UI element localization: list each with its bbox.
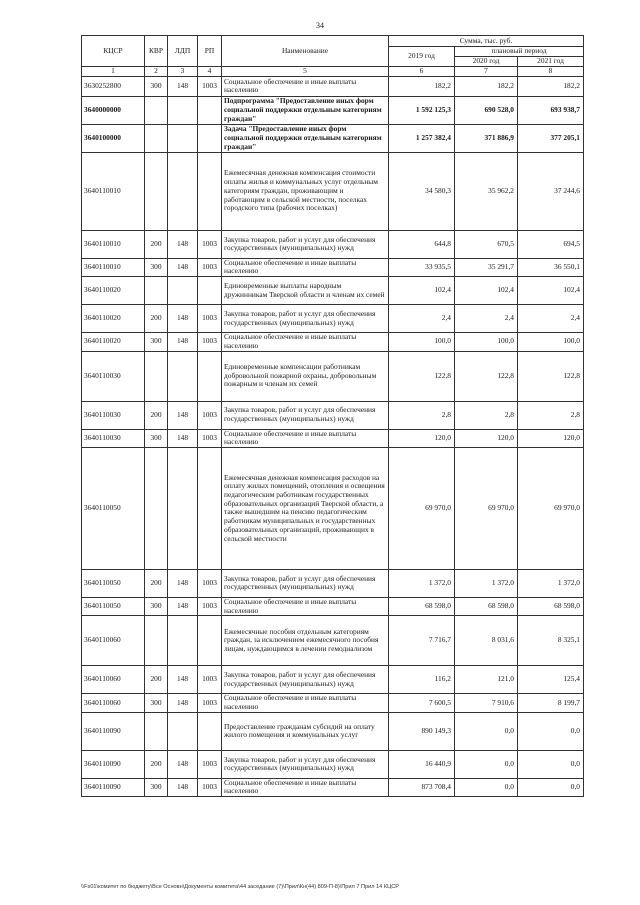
cell-name: Ежемесячные пособия отдельным категориям граждан, за исключением ежемесячного пособия лицам, нуждающимся в лечении гемодиализом [222, 616, 389, 666]
cell-ldp [168, 277, 198, 305]
cell-2019: 69 970,0 [389, 447, 455, 569]
cell-kvr: 300 [145, 597, 168, 615]
cell-kcsr: 3640110060 [82, 666, 145, 694]
cell-kcsr: 3640110050 [82, 597, 145, 615]
cell-name: Социальное обеспечение и иные выплаты населению [222, 694, 389, 712]
cell-kvr: 200 [145, 666, 168, 694]
cell-2019: 644,8 [389, 230, 455, 258]
cell-name: Задача "Предоставление иных форм социальной поддержки отдельным категориям граждан" [222, 124, 389, 152]
cell-name: Закупка товаров, работ и услуг для обеспечения государственных (муниципальных) нужд [222, 401, 389, 429]
table-row [82, 429, 584, 447]
cell-rp: 1003 [198, 666, 222, 694]
page-number: 34 [316, 21, 324, 30]
cell-rp: 1003 [198, 597, 222, 615]
cell-2019: 102,4 [389, 277, 455, 305]
cell-name: Закупка товаров, работ и услуг для обеспечения государственных (муниципальных) нужд [222, 750, 389, 778]
budget-table [81, 35, 584, 797]
cell-kvr: 200 [145, 401, 168, 429]
cell-2020: 102,4 [455, 277, 518, 305]
cell-kcsr: 3640110030 [82, 401, 145, 429]
cell-kcsr: 3640110030 [82, 351, 145, 401]
cell-name: Ежемесячная денежная компенсация стоимости оплаты жилья и коммунальных услуг отдельным категориям граждан, проживающим и работающим в сельской местности, поселках городского типа (рабочих поселках) [222, 152, 389, 230]
cell-2021: 0,0 [518, 750, 584, 778]
header-year-2019: 2019 год [389, 47, 455, 67]
cell-kcsr: 3640110010 [82, 230, 145, 258]
table-row [82, 712, 584, 750]
cell-name: Социальное обеспечение и иные выплаты населению [222, 778, 389, 796]
table-row [82, 447, 584, 569]
cell-name: Закупка товаров, работ и услуг для обеспечения государственных (муниципальных) нужд [222, 305, 389, 333]
cell-kvr: 200 [145, 305, 168, 333]
cell-ldp [168, 447, 198, 569]
cell-kcsr: 3640110090 [82, 778, 145, 796]
cell-2020: 121,0 [455, 666, 518, 694]
cell-2021: 37 244,6 [518, 152, 584, 230]
cell-2020: 8 031,6 [455, 616, 518, 666]
table-row [82, 152, 584, 230]
cell-kcsr: 3640110010 [82, 152, 145, 230]
table-row [82, 351, 584, 401]
cell-2021: 694,5 [518, 230, 584, 258]
cell-2020: 35 962,2 [455, 152, 518, 230]
table-row [82, 305, 584, 333]
cell-kvr: 300 [145, 333, 168, 351]
cell-2020: 35 291,7 [455, 258, 518, 276]
cell-ldp: 148 [168, 694, 198, 712]
cell-rp: 1003 [198, 230, 222, 258]
cell-name: Закупка товаров, работ и услуг для обеспечения государственных (муниципальных) нужд [222, 569, 389, 597]
cell-ldp [168, 616, 198, 666]
cell-kcsr: 3640110060 [82, 694, 145, 712]
cell-2021: 102,4 [518, 277, 584, 305]
header-ldp: ЛДП [168, 36, 198, 67]
table-row [82, 666, 584, 694]
cell-2021: 0,0 [518, 712, 584, 750]
cell-name: Ежемесячная денежная компенсация расходов на оплату жилых помещений, отопления и освещения педагогическим работникам государственных образовательных организаций Тверской области, а также вышедшим на пенсию педагогическим работникам муниципальных и государственных образовательных организаций, проживающих в сельской местности [222, 447, 389, 569]
cell-2020: 69 970,0 [455, 447, 518, 569]
cell-2021: 1 372,0 [518, 569, 584, 597]
cell-2019: 182,2 [389, 76, 455, 96]
table-row [82, 597, 584, 615]
cell-kcsr: 3640110050 [82, 569, 145, 597]
cell-kcsr: 3640100000 [82, 124, 145, 152]
cell-2021: 8 199,7 [518, 694, 584, 712]
cell-name: Социальное обеспечение и иные выплаты населению [222, 258, 389, 276]
header-num-6: 6 [389, 67, 455, 77]
cell-2020: 690 528,0 [455, 96, 518, 124]
table-row [82, 750, 584, 778]
cell-name: Социальное обеспечение и иные выплаты населению [222, 597, 389, 615]
cell-ldp: 148 [168, 597, 198, 615]
cell-kcsr: 3640000000 [82, 96, 145, 124]
cell-rp: 1003 [198, 778, 222, 796]
cell-2020: 68 598,0 [455, 597, 518, 615]
table-row [82, 124, 584, 152]
cell-ldp [168, 351, 198, 401]
cell-2021: 120,0 [518, 429, 584, 447]
header-num-5: 5 [222, 67, 389, 77]
cell-kcsr: 3640110020 [82, 305, 145, 333]
cell-2021: 693 938,7 [518, 96, 584, 124]
cell-ldp: 148 [168, 778, 198, 796]
table-row [82, 96, 584, 124]
cell-ldp [168, 96, 198, 124]
header-num-4: 4 [198, 67, 222, 77]
cell-kcsr: 3640110020 [82, 277, 145, 305]
cell-ldp [168, 712, 198, 750]
cell-ldp [168, 152, 198, 230]
table-row [82, 401, 584, 429]
cell-kvr: 300 [145, 694, 168, 712]
cell-name: Социальное обеспечение и иные выплаты населению [222, 76, 389, 96]
cell-2019: 68 598,0 [389, 597, 455, 615]
cell-rp: 1003 [198, 569, 222, 597]
cell-name: Закупка товаров, работ и услуг для обеспечения государственных (муниципальных) нужд [222, 230, 389, 258]
cell-2021: 69 970,0 [518, 447, 584, 569]
table-row [82, 616, 584, 666]
cell-kcsr: 3640110030 [82, 429, 145, 447]
table-row [82, 258, 584, 276]
cell-kvr: 200 [145, 569, 168, 597]
cell-kvr [145, 277, 168, 305]
cell-2019: 1 592 125,3 [389, 96, 455, 124]
header-num-8: 8 [518, 67, 584, 77]
cell-2020: 122,8 [455, 351, 518, 401]
cell-2021: 0,0 [518, 778, 584, 796]
table-row [82, 230, 584, 258]
cell-2019: 33 935,5 [389, 258, 455, 276]
table-row [82, 778, 584, 796]
cell-name: Закупка товаров, работ и услуг для обеспечения государственных (муниципальных) нужд [222, 666, 389, 694]
cell-rp [198, 152, 222, 230]
cell-rp: 1003 [198, 76, 222, 96]
cell-rp [198, 447, 222, 569]
cell-2020: 1 372,0 [455, 569, 518, 597]
cell-rp: 1003 [198, 333, 222, 351]
cell-kcsr: 3640110090 [82, 750, 145, 778]
cell-2019: 122,8 [389, 351, 455, 401]
cell-2019: 7 600,5 [389, 694, 455, 712]
cell-2019: 1 257 382,4 [389, 124, 455, 152]
cell-2020: 0,0 [455, 712, 518, 750]
cell-2019: 1 372,0 [389, 569, 455, 597]
cell-2021: 68 598,0 [518, 597, 584, 615]
cell-2020: 2,8 [455, 401, 518, 429]
cell-name: Единовременные компенсации работникам добровольной пожарной охраны, добровольным пожарным и членам их семей [222, 351, 389, 401]
cell-2020: 670,5 [455, 230, 518, 258]
cell-2019: 2,4 [389, 305, 455, 333]
cell-kvr: 200 [145, 750, 168, 778]
cell-2019: 100,0 [389, 333, 455, 351]
cell-kvr [145, 447, 168, 569]
cell-rp [198, 124, 222, 152]
cell-ldp: 148 [168, 258, 198, 276]
table-row [82, 569, 584, 597]
cell-kcsr: 3640110050 [82, 447, 145, 569]
table-row [82, 76, 584, 96]
cell-kvr [145, 124, 168, 152]
header-kvr: КВР [145, 36, 168, 67]
table-body [82, 76, 584, 796]
cell-kvr [145, 616, 168, 666]
table-row [82, 333, 584, 351]
cell-kvr [145, 712, 168, 750]
cell-ldp: 148 [168, 230, 198, 258]
cell-2020: 7 910,6 [455, 694, 518, 712]
cell-2021: 100,0 [518, 333, 584, 351]
cell-ldp: 148 [168, 333, 198, 351]
cell-name: Социальное обеспечение и иные выплаты населению [222, 333, 389, 351]
cell-2021: 2,8 [518, 401, 584, 429]
cell-name: Социальное обеспечение и иные выплаты населению [222, 429, 389, 447]
cell-kvr [145, 96, 168, 124]
cell-rp [198, 351, 222, 401]
cell-kvr: 200 [145, 230, 168, 258]
header-year-2021: 2021 год [518, 57, 584, 67]
cell-name: Подпрограмма "Предоставление иных форм социальной поддержки отдельным категориям граждан" [222, 96, 389, 124]
cell-2020: 120,0 [455, 429, 518, 447]
cell-kvr: 300 [145, 778, 168, 796]
cell-2019: 120,0 [389, 429, 455, 447]
header-year-2020: 2020 год [455, 57, 518, 67]
cell-ldp: 148 [168, 305, 198, 333]
cell-2019: 890 149,3 [389, 712, 455, 750]
cell-rp: 1003 [198, 429, 222, 447]
cell-2021: 8 325,1 [518, 616, 584, 666]
cell-rp [198, 96, 222, 124]
header-planned-period: плановый период [455, 47, 584, 57]
cell-2021: 36 550,1 [518, 258, 584, 276]
header-name: Наименование [222, 36, 389, 67]
cell-2019: 16 440,9 [389, 750, 455, 778]
cell-2019: 34 580,3 [389, 152, 455, 230]
cell-2020: 2,4 [455, 305, 518, 333]
header-num-1: 1 [82, 67, 145, 77]
table-row [82, 694, 584, 712]
cell-2019: 873 708,4 [389, 778, 455, 796]
header-rp: РП [198, 36, 222, 67]
cell-kcsr: 3640110060 [82, 616, 145, 666]
cell-rp: 1003 [198, 750, 222, 778]
cell-kcsr: 3640110090 [82, 712, 145, 750]
cell-kvr [145, 351, 168, 401]
table-header [82, 36, 584, 77]
cell-ldp: 148 [168, 401, 198, 429]
cell-kvr: 300 [145, 429, 168, 447]
cell-2021: 125,4 [518, 666, 584, 694]
cell-ldp: 148 [168, 76, 198, 96]
cell-2019: 116,2 [389, 666, 455, 694]
header-num-3: 3 [168, 67, 198, 77]
cell-ldp: 148 [168, 569, 198, 597]
cell-name: Предоставление гражданам субсидий на оплату жилого помещения и коммунальных услуг [222, 712, 389, 750]
cell-rp: 1003 [198, 305, 222, 333]
cell-kvr: 300 [145, 258, 168, 276]
cell-ldp: 148 [168, 429, 198, 447]
cell-rp [198, 712, 222, 750]
cell-2021: 377 205,1 [518, 124, 584, 152]
cell-2020: 182,2 [455, 76, 518, 96]
cell-2019: 2,8 [389, 401, 455, 429]
cell-2020: 371 886,9 [455, 124, 518, 152]
cell-kvr: 300 [145, 76, 168, 96]
cell-rp: 1003 [198, 694, 222, 712]
cell-name: Единовременные выплаты народным дружинникам Тверской области и членам их семей [222, 277, 389, 305]
cell-kcsr: 3630252800 [82, 76, 145, 96]
header-sum: Сумма, тыс. руб. [389, 36, 584, 47]
cell-kcsr: 3640110020 [82, 333, 145, 351]
footer-file-path: \\Fs01\комитет по бюджету\Все Основн\Документы комитета\44 заседание (7)\Прил\Кн(44) 809-П-8)\Прил 7 Прил 14 КЦСР [81, 884, 399, 890]
cell-rp [198, 277, 222, 305]
cell-2021: 182,2 [518, 76, 584, 96]
cell-2021: 2,4 [518, 305, 584, 333]
cell-rp: 1003 [198, 401, 222, 429]
cell-rp [198, 616, 222, 666]
cell-ldp [168, 124, 198, 152]
cell-ldp: 148 [168, 750, 198, 778]
cell-2020: 0,0 [455, 778, 518, 796]
cell-2019: 7 716,7 [389, 616, 455, 666]
cell-kvr [145, 152, 168, 230]
cell-kcsr: 3640110010 [82, 258, 145, 276]
cell-2020: 0,0 [455, 750, 518, 778]
header-num-2: 2 [145, 67, 168, 77]
table-row [82, 277, 584, 305]
cell-rp: 1003 [198, 258, 222, 276]
header-num-7: 7 [455, 67, 518, 77]
cell-2020: 100,0 [455, 333, 518, 351]
cell-2021: 122,8 [518, 351, 584, 401]
header-kcsr: КЦСР [82, 36, 145, 67]
cell-ldp: 148 [168, 666, 198, 694]
